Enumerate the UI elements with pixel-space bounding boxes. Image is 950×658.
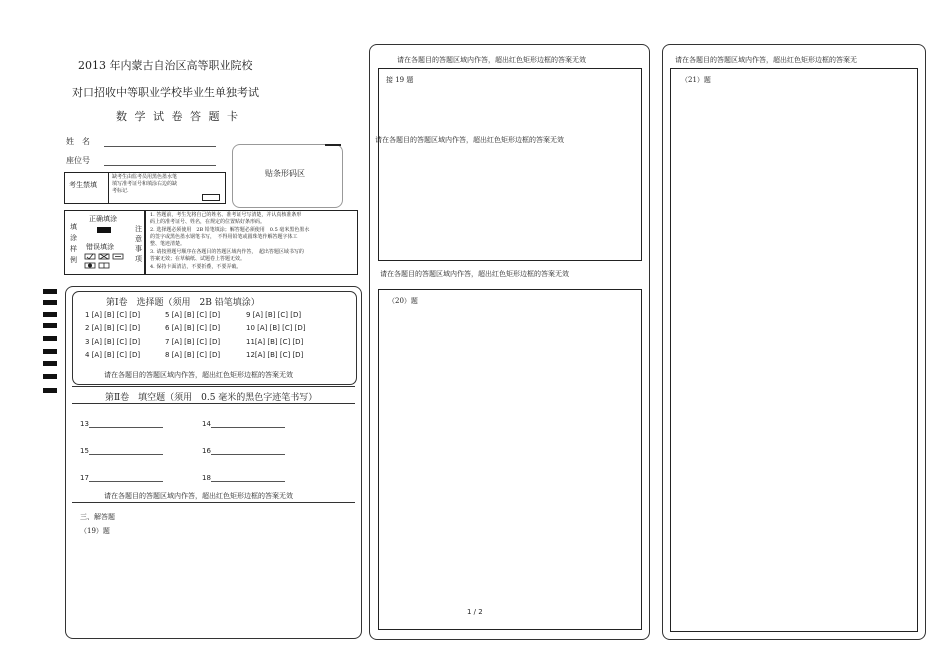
banned-text-1: 缺考生由监考员用黑色墨水笔 (112, 174, 178, 180)
title-line-1: 2013 年内蒙古自治区高等职业院校 (78, 59, 253, 72)
section3-title: 三、解答题 (80, 513, 115, 521)
alignment-mark (43, 300, 57, 305)
question-20-label: （20）题 (388, 297, 418, 305)
alignment-mark (43, 336, 57, 341)
barcode-label: 贴条形码区 (265, 169, 305, 178)
notice-item: 答案无效；在草稿纸、试题卷上答题无效。 (150, 256, 246, 262)
notice-item: 码上的准考证号、姓名，在规定的位置贴好条形码。 (150, 219, 266, 225)
notice-item: 的签字或黑色墨水钢笔书写， 不得用铅笔或圆珠笔作解答题字体工 (150, 234, 298, 240)
warning-text: 请在各题目的答题区域内作答，超出红色矩形边框的答案无效 (104, 371, 293, 379)
blank-15[interactable]: 15 (80, 445, 163, 455)
question-21-label: （21）题 (681, 76, 711, 84)
alignment-mark (43, 361, 57, 366)
continue-19-label: 接 19 题 (386, 76, 414, 84)
section1-title: 第Ⅰ卷 选择题（须用 2B 铅笔填涂） (106, 298, 260, 308)
seat-label: 座位号 (66, 156, 90, 165)
notice-side-4: 项 (135, 255, 142, 263)
fill-side-1: 填 (70, 223, 77, 231)
notice-side-1: 注 (135, 225, 142, 233)
banned-label: 考生禁填 (69, 181, 97, 189)
choice-option[interactable]: 10 [A] [B] [C] [D] (246, 324, 306, 332)
section3-rule (72, 502, 355, 503)
warning-text: 请在各题目的答题区域内作答，超出红色矩形边框的答案无效 (104, 492, 293, 500)
fill-side-4: 例 (70, 256, 77, 264)
notice-item: 3. 请按照题号顺序在各题目的答题区域内作答， 超出答题区域书写的 (150, 249, 304, 255)
page-number: 1 / 2 (467, 608, 483, 616)
notice-side-3: 事 (135, 245, 142, 253)
answer-box-19-continued[interactable] (378, 68, 642, 261)
warning-text: 请在各题目的答题区域内作答，超出红色矩形边框的答案无效 (397, 56, 586, 64)
section2-title: 第Ⅱ卷 填空题（须用 0.5 毫米的黑色字迹笔书写） (105, 393, 318, 403)
blank-17[interactable]: 17 (80, 472, 163, 482)
section2-rule-bottom (72, 403, 355, 404)
correct-fill-sample (97, 227, 111, 233)
correct-fill-label: 正确填涂 (89, 215, 117, 223)
choice-option[interactable]: 1 [A] [B] [C] [D] (85, 311, 141, 319)
fill-side-2: 涂 (70, 234, 77, 242)
answer-box-21[interactable] (670, 68, 918, 632)
choice-option[interactable]: 11[A] [B] [C] [D] (246, 338, 304, 346)
alignment-mark (43, 374, 57, 379)
choice-option[interactable]: 12[A] [B] [C] [D] (246, 351, 304, 359)
alignment-mark (43, 312, 57, 317)
barcode-top-bar (325, 144, 341, 146)
warning-text: 请在各题目的答题区域内作答，超出红色矩形边框的答案无效 (380, 270, 569, 278)
choice-option[interactable]: 4 [A] [B] [C] [D] (85, 351, 141, 359)
choice-option[interactable]: 7 [A] [B] [C] [D] (165, 338, 221, 346)
blank-14[interactable]: 14 (202, 418, 285, 428)
wrong-fill-label: 错误填涂 (86, 243, 114, 251)
warning-text-truncated: 请在各题目的答题区域内作答，超出红色矩形边框的答案无 (675, 56, 857, 64)
warning-text: 请在各题目的答题区域内作答，超出红色矩形边框的答案无效 (375, 136, 564, 144)
alignment-mark (43, 323, 57, 328)
blank-16[interactable]: 16 (202, 445, 285, 455)
name-field[interactable] (104, 136, 216, 147)
choice-option[interactable]: 6 [A] [B] [C] [D] (165, 324, 221, 332)
notice-item: 2. 选择题必须使用 2B 铅笔填涂；解答题必须使用 0.5 毫米黑色墨水 (150, 227, 310, 233)
section2-rule-top (72, 386, 355, 387)
notice-side-2: 意 (135, 235, 142, 243)
choice-option[interactable]: 3 [A] [B] [C] [D] (85, 338, 141, 346)
banned-text-3: 考标记. (112, 188, 129, 194)
choice-option[interactable]: 8 [A] [B] [C] [D] (165, 351, 221, 359)
choice-option[interactable]: 5 [A] [B] [C] [D] (165, 311, 221, 319)
choice-option[interactable]: 2 [A] [B] [C] [D] (85, 324, 141, 332)
alignment-mark (43, 349, 57, 354)
question-19-label: （19）题 (80, 527, 110, 535)
notice-item: 1. 答题前，考生先将自己的姓名、准考证号写清楚，并认真核准条形 (150, 212, 302, 218)
absent-checkbox[interactable] (202, 194, 220, 201)
blank-18[interactable]: 18 (202, 472, 285, 482)
title-line-3: 数 学 试 卷 答 题 卡 (116, 110, 240, 123)
name-label: 姓 名 (66, 137, 90, 146)
fill-side-3: 样 (70, 245, 77, 253)
answer-area-19[interactable] (72, 540, 355, 630)
notice-item: 4. 保持卡面清洁，不要折叠，不要弄破。 (150, 264, 242, 270)
answer-box-20[interactable] (378, 289, 642, 630)
notice-item: 整、笔迹清楚。 (150, 241, 186, 247)
blank-13[interactable]: 13 (80, 418, 163, 428)
banned-text-2: 填写准考证号和填涂右边的缺 (112, 181, 178, 187)
wrong-fill-samples (84, 253, 142, 271)
banned-divider (108, 172, 109, 203)
choice-option[interactable]: 9 [A] [B] [C] [D] (246, 311, 302, 319)
seat-field[interactable] (104, 155, 216, 166)
alignment-mark (43, 289, 57, 294)
alignment-mark (43, 388, 57, 393)
title-line-2: 对口招收中等职业学校毕业生单独考试 (72, 86, 259, 99)
